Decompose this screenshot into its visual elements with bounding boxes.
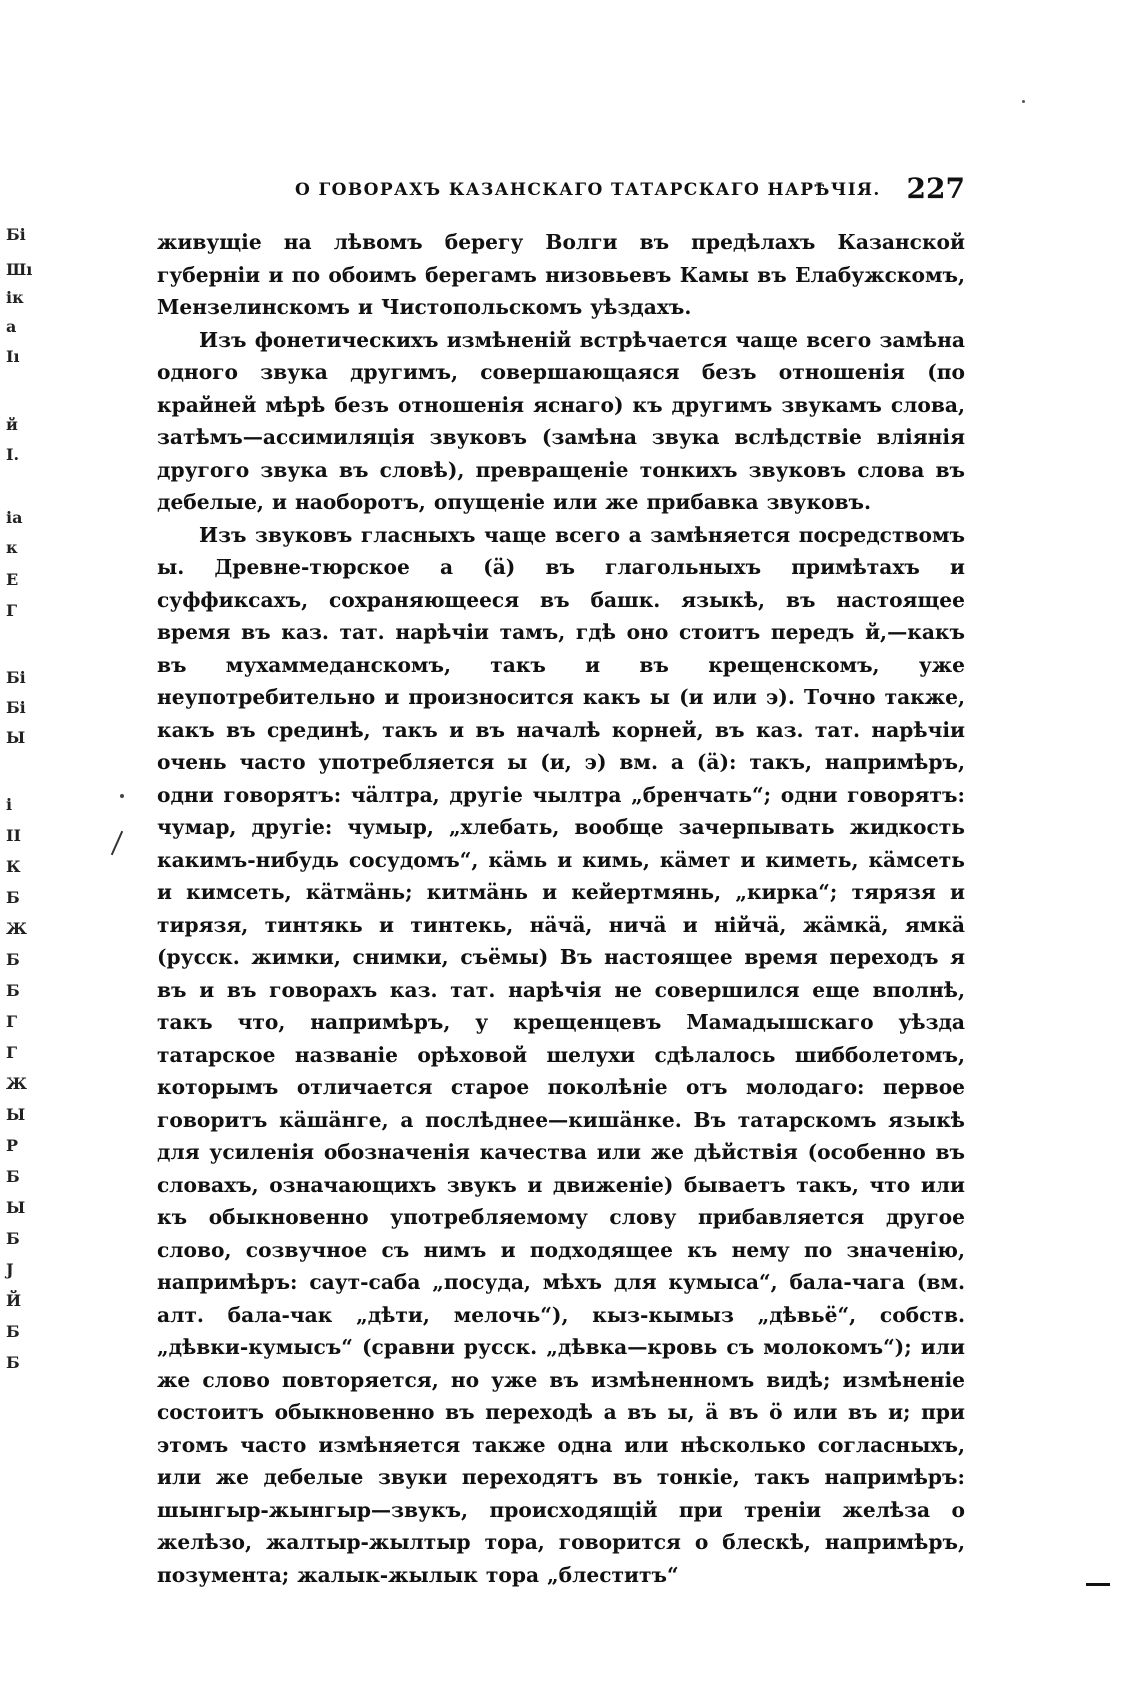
margin-mark: Е [6, 570, 19, 589]
margin-mark: Г [6, 1043, 18, 1062]
page-number: 227 [906, 172, 965, 205]
page-header [157, 172, 965, 206]
paragraph: Изъ звуковъ гласныхъ чаще всего а замѣняется посредствомъ ы. Древне-тюрское а (ä) въ глагольныхъ примѣтахъ и суффиксахъ, сохраняющееся въ башк. языкѣ, въ настоящее время въ каз. тат. нарѣчіи тамъ, гдѣ оно стоитъ передъ й,—какъ въ мухаммеданскомъ, такъ и въ крещенскомъ, уже неупотребительно и произносится какъ ы (и или э). Точно также, какъ въ срединѣ, такъ и въ началѣ корней, въ каз. тат. нарѣчіи очень часто употребляется ы (и, э) вм. а (ä): такъ, напримѣръ, одни говорятъ: чäлтра, другіе чылтра „бренчать“; одни говорятъ: чумар, другіе: чумыр, „хлебать, вообще зачерпывать жидкость какимъ-нибудь сосудомъ“, кäмь и кимь, кäмет и киметь, кäмсеть и кимсеть, кäтмäнь; китмäнь и кейертмянь, „кирка“; тярязя и тирязя, тинтякь и тинтекь, нäчä, ничä и нiйчä, жäмкä, ямкä (русск. жимки, снимки, съёмы) Въ настоящее время переходъ я въ и въ говорахъ каз. тат. нарѣчія не совершился еще вполнѣ, такъ что, напримѣръ, у крещенцевъ Мамадышскаго уѣзда татарское названіе орѣховой шелухи сдѣлалось шибболетомъ, которымъ отличается старое поколѣніе отъ молодаго: первое говоритъ кäшäнге, а послѣднее—кишäнке. Въ татарскомъ языкѣ для усиленія обозначенія качества или же дѣйствія (особенно въ словахъ, означающихъ звукъ и движеніе) бываетъ такъ, что или къ обыкновенно употребляемому слову прибавляется другое слово, созвучное съ нимъ и подходящее къ нему по значенію, напримѣръ: саут-саба „посуда, мѣхъ для кумыса“, бала-чага (вм. алт. бала-чак „дѣти, мелочь“), кыз-кымыз „дѣвьё“, собств. „дѣвки-кумысъ“ (сравни русск. „дѣвка—кровь съ молокомъ“); или же слово повторяется, но уже въ измѣненномъ видѣ; измѣненіе состоитъ обыкновенно въ переходѣ а въ ы, ä въ ö или въ и; при этомъ часто измѣняется также одна или нѣсколько согласныхъ, или же дебелые звуки переходятъ въ тонкіе, такъ напримѣръ: шынгыр-жынгыр—звукъ, происходящій при треніи желѣза о желѣзо, жалтыр-жылтыр тора, говорится о блескѣ, напримѣръ, позумента; жалык-жылык тора „блеститъ“ [157, 522, 965, 1587]
margin-mark: Ж [6, 1074, 27, 1093]
margin-mark: Шı [6, 260, 33, 279]
margin-mark: І. [6, 445, 20, 464]
edge-dash [1086, 1583, 1110, 1586]
margin-mark: Бі [6, 225, 26, 244]
paragraph: живущіе на лѣвомъ берегу Волги въ предѣлахъ Казанской губерніи и по обоимъ берегамъ низовьевъ Камы въ Елабужскомъ, Мензелинскомъ и Чистопольскомъ уѣздахъ. [157, 230, 965, 319]
margin-mark: Бі [6, 668, 26, 687]
margin-mark: і [6, 795, 13, 814]
margin-mark: й [6, 415, 18, 434]
body-text [157, 226, 965, 1587]
margin-stroke [111, 831, 123, 856]
left-margin-bleed-through [0, 225, 33, 1515]
margin-mark: Р [6, 1136, 19, 1155]
margin-mark: Б [6, 888, 20, 907]
speck [120, 794, 124, 798]
margin-mark: ік [6, 288, 24, 307]
margin-mark: Б [6, 1229, 20, 1248]
paragraph: Изъ фонетическихъ измѣненій встрѣчается чаще всего замѣна одного звука другимъ, совершающаяся безъ отношенія (по крайней мѣрѣ безъ отношенія яснаго) къ другимъ звукамъ слова, затѣмъ—ассимиляція звуковъ (замѣна звука вслѣдствіе вліянія другого звука въ словѣ), превращеніе тонкихъ звуковъ слова въ дебелые, и наоборотъ, опущеніе или же прибавка звуковъ. [157, 327, 965, 514]
margin-mark: ІІ [6, 826, 21, 845]
margin-mark: К [6, 857, 21, 876]
margin-mark: Ж [6, 919, 27, 938]
margin-mark: Б [6, 1353, 20, 1372]
margin-mark: к [6, 538, 18, 557]
margin-mark: Б [6, 1322, 20, 1341]
margin-mark: Іı [6, 347, 20, 366]
margin-mark: Ы [6, 1198, 26, 1217]
margin-mark: Бі [6, 698, 26, 717]
margin-mark: Ј [6, 1260, 14, 1279]
margin-mark: Б [6, 1167, 20, 1186]
margin-mark: Г [6, 601, 18, 620]
margin-mark: Ы [6, 728, 26, 747]
margin-mark: Й [6, 1291, 22, 1310]
margin-mark: Г [6, 1012, 18, 1031]
margin-mark: Б [6, 950, 20, 969]
margin-mark: Ы [6, 1105, 26, 1124]
margin-mark: іа [6, 508, 23, 527]
margin-mark: Б [6, 981, 20, 1000]
margin-mark: а [6, 317, 17, 336]
running-title: О ГОВОРАХЪ КАЗАНСКАГО ТАТАРСКАГО НАРѢЧІЯ. [295, 180, 881, 200]
speck [1022, 100, 1025, 103]
